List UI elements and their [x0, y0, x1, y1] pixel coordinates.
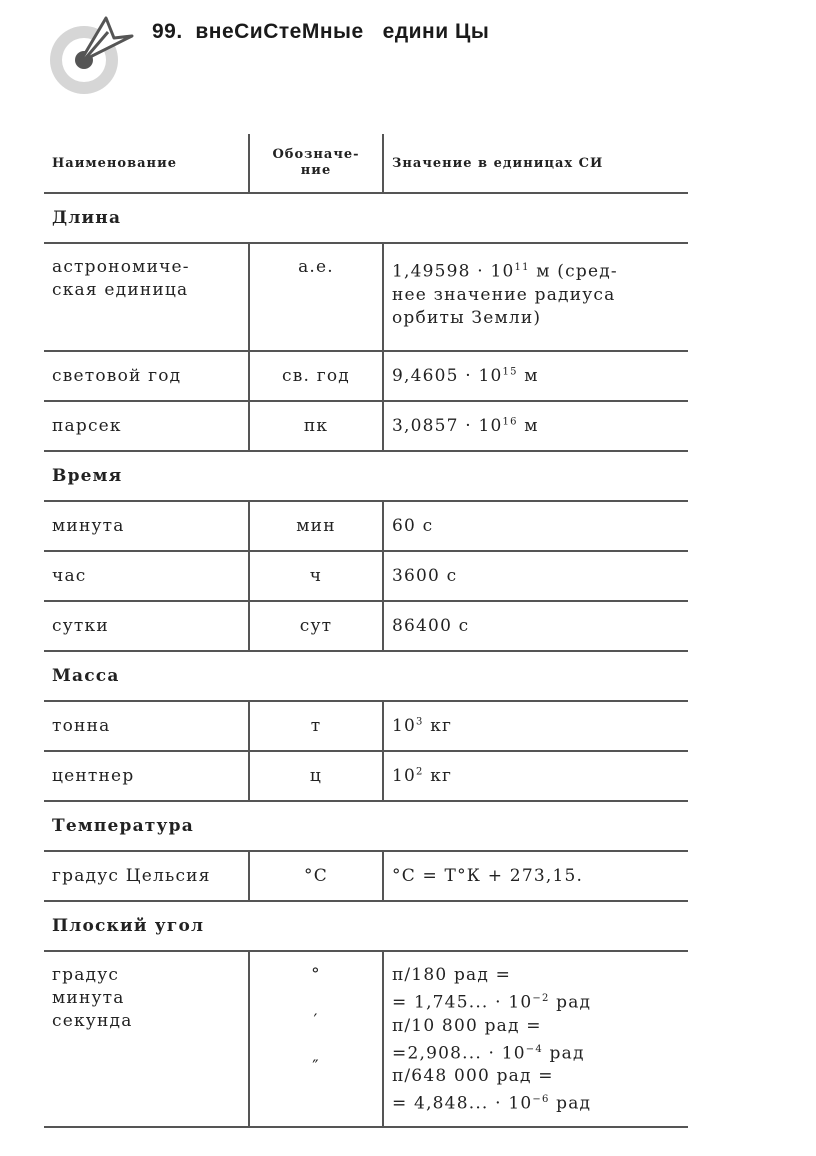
value-line: π/10 800 рад =	[392, 1015, 542, 1036]
name-line: секунда	[52, 1011, 133, 1031]
section-title-mass: Масса	[44, 651, 688, 701]
section-title-temperature: Температура	[44, 801, 688, 851]
cell-symbol-parsec: пк	[249, 401, 383, 451]
cell-name-au	[44, 243, 249, 351]
value-line: орбиты Земли)	[392, 307, 542, 328]
table-row-hour	[44, 551, 688, 601]
cell-name-centner: центнер	[44, 751, 249, 801]
symbol-minute: ′	[313, 1011, 319, 1031]
table-row-angle	[44, 951, 688, 1127]
cell-value-day: 86400 с	[383, 601, 688, 651]
cell-name-minute: минута	[44, 501, 249, 551]
cell-name-light-year: световой год	[44, 351, 249, 401]
section-title-angle: Плоский угол	[44, 901, 688, 951]
table-row-parsec	[44, 401, 688, 451]
cell-value-parsec: $3,0857 \cdot 10^{16}$ м	[383, 401, 688, 451]
cell-name-hour: час	[44, 551, 249, 601]
value-line: = 1,745... · $10^{-2}$ рад	[392, 992, 592, 1013]
compass-logo-icon	[44, 14, 136, 100]
name-line: градус	[52, 965, 120, 985]
cell-symbol-day: сут	[249, 601, 383, 651]
cell-value-angle	[383, 951, 688, 1127]
cell-value-tonne: $10^3$ кг	[383, 701, 688, 751]
header-symbol	[249, 134, 383, 193]
section-title-length: Длина	[44, 193, 688, 243]
header-symbol-line1: Обозначе-	[272, 147, 360, 163]
table-row-day	[44, 601, 688, 651]
cell-symbol-au: а.е.	[249, 243, 383, 351]
cell-symbol-celsius: °С	[249, 851, 383, 901]
section-title-time: Время	[44, 451, 688, 501]
table-row-light-year	[44, 351, 688, 401]
header-name: Наименование	[44, 134, 249, 193]
cell-symbol-angle	[249, 951, 383, 1127]
page-title: 99. внеСиСтеМные едини Цы	[152, 20, 490, 43]
value-line: =2,908... · $10^{-4}$ рад	[392, 1043, 585, 1064]
cell-value-minute: 60 с	[383, 501, 688, 551]
cell-name-parsec: парсек	[44, 401, 249, 451]
value-line: нее значение радиуса	[392, 284, 616, 305]
table-header-row	[44, 134, 688, 193]
table-row-centner	[44, 751, 688, 801]
name-line: ская единица	[52, 280, 189, 300]
name-line: минута	[52, 988, 125, 1008]
value-line: = 4,848... · $10^{-6}$ рад	[392, 1093, 592, 1114]
cell-value-hour: 3600 с	[383, 551, 688, 601]
cell-symbol-tonne: т	[249, 701, 383, 751]
section-row-temperature	[44, 801, 688, 851]
cell-symbol-centner: ц	[249, 751, 383, 801]
value-line: π/648 000 рад =	[392, 1066, 554, 1087]
section-row-time	[44, 451, 688, 501]
table-row-celsius	[44, 851, 688, 901]
table-row-minute	[44, 501, 688, 551]
header-value: Значение в единицах СИ	[383, 134, 688, 193]
section-row-length	[44, 193, 688, 243]
symbol-degree: °	[311, 965, 321, 985]
table-row-tonne	[44, 701, 688, 751]
cell-symbol-minute: мин	[249, 501, 383, 551]
cell-name-tonne: тонна	[44, 701, 249, 751]
symbol-second: ″	[312, 1057, 320, 1077]
units-table	[44, 134, 688, 1128]
value-line: π/180 рад =	[392, 965, 512, 985]
header-symbol-line2: ние	[300, 163, 332, 178]
cell-value-au	[383, 243, 688, 351]
table-row-au	[44, 243, 688, 351]
cell-symbol-hour: ч	[249, 551, 383, 601]
section-row-mass	[44, 651, 688, 701]
cell-value-centner: $10^2$ кг	[383, 751, 688, 801]
value-line: $1,49598 \cdot 10^{11}$ м (сред-	[392, 261, 618, 282]
name-line: астрономиче-	[52, 257, 190, 277]
cell-name-angle	[44, 951, 249, 1127]
cell-value-light-year: $9,4605 \cdot 10^{15}$ м	[383, 351, 688, 401]
section-row-angle	[44, 901, 688, 951]
cell-symbol-light-year: св. год	[249, 351, 383, 401]
cell-name-day: сутки	[44, 601, 249, 651]
cell-name-celsius: градус Цельсия	[44, 851, 249, 901]
cell-value-celsius: °С = Т°К + 273,15.	[383, 851, 688, 901]
